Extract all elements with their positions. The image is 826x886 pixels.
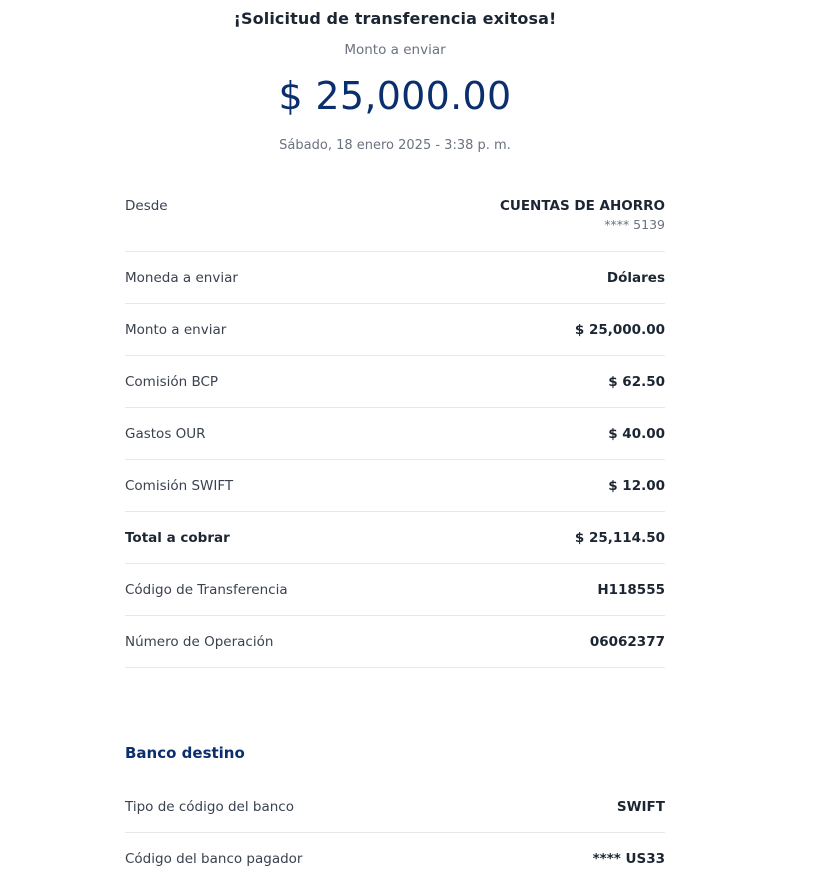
detail-row-our-fee — [125, 408, 665, 460]
bank-label: Tipo de código del banco — [125, 798, 294, 815]
bank-section-title: Banco destino — [125, 744, 245, 762]
detail-row-currency — [125, 252, 665, 304]
amount-label: Monto a enviar — [344, 42, 446, 58]
bank-label: Código del banco pagador — [125, 851, 303, 867]
bank-row-paying-bank-code — [125, 833, 665, 885]
detail-label-total: Total a cobrar — [125, 529, 230, 546]
bank-value: SWIFT — [616, 798, 665, 815]
detail-label: Comisión SWIFT — [125, 477, 234, 494]
detail-label: Gastos OUR — [125, 425, 206, 442]
detail-label-from: Desde — [125, 198, 168, 214]
detail-value: $ 12.00 — [608, 477, 665, 494]
detail-value: 06062377 — [589, 633, 665, 650]
detail-row-from — [125, 182, 665, 252]
from-account — [500, 198, 665, 232]
detail-row-transfer-code — [125, 564, 665, 616]
detail-value-total: $ 25,114.50 — [574, 529, 665, 546]
detail-row-swift-fee — [125, 460, 665, 512]
detail-row-operation-number — [125, 616, 665, 668]
detail-value: $ 25,000.00 — [574, 321, 665, 338]
success-title: ¡Solicitud de transferencia exitosa! — [233, 9, 557, 28]
bank-value: **** US33 — [592, 851, 665, 867]
detail-label: Número de Operación — [125, 633, 274, 650]
detail-label: Moneda a enviar — [125, 269, 238, 286]
detail-value: Dólares — [606, 269, 665, 286]
transfer-details — [125, 182, 665, 668]
detail-value: $ 62.50 — [608, 373, 665, 390]
detail-label: Comisión BCP — [125, 373, 219, 390]
detail-label: Monto a enviar — [125, 321, 227, 338]
detail-value: $ 40.00 — [608, 425, 665, 442]
from-account-type: CUENTAS DE AHORRO — [499, 198, 665, 214]
transfer-date: Sábado, 18 enero 2025 - 3:38 p. m. — [279, 138, 511, 153]
detail-label: Código de Transferencia — [125, 581, 288, 598]
bank-row-code-type — [125, 781, 665, 833]
detail-value: H118555 — [597, 581, 665, 598]
detail-row-bcp-fee — [125, 356, 665, 408]
destination-bank — [125, 781, 665, 885]
from-account-number: **** 5139 — [604, 217, 665, 232]
detail-row-total — [125, 512, 665, 564]
detail-row-amount — [125, 304, 665, 356]
amount-value: $ 25,000.00 — [278, 74, 512, 118]
